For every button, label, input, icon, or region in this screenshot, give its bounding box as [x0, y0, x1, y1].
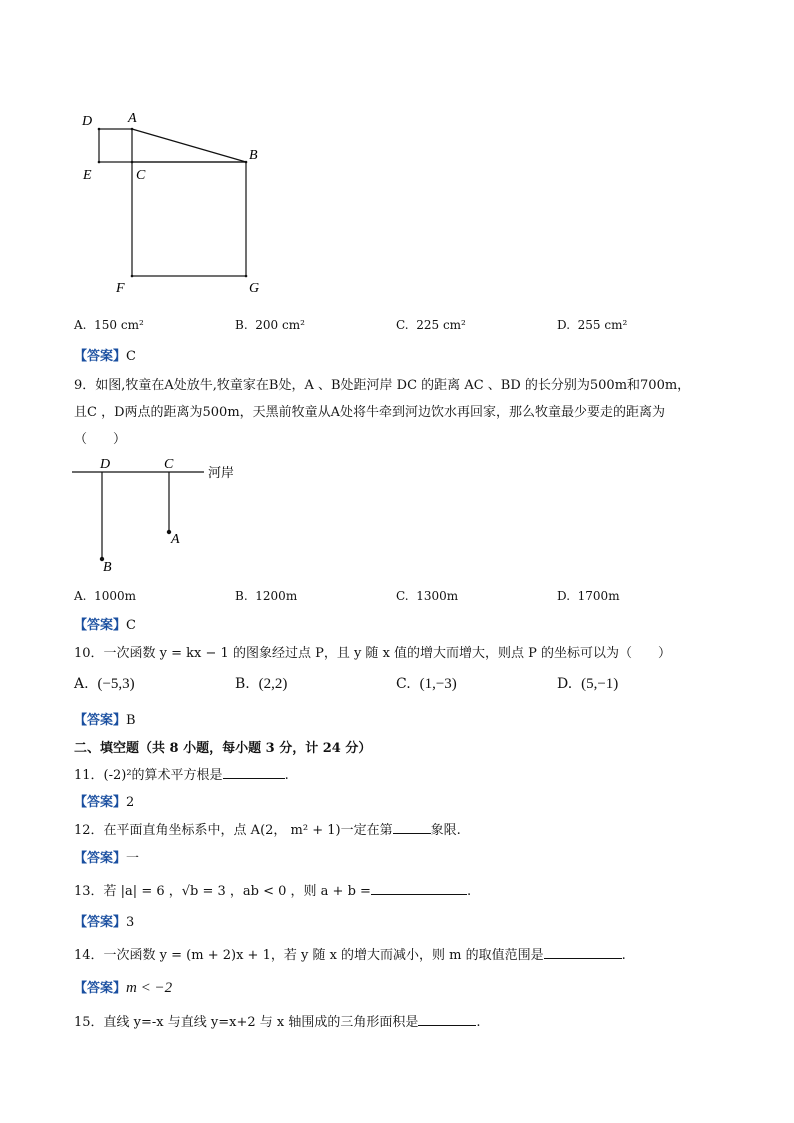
q10-option-a: A. (−5,3) — [74, 676, 135, 692]
section-2-heading: 二、填空题（共 8 小题，每小题 3 分，计 24 分） — [74, 741, 372, 756]
q9-option-d: D. 1700m — [557, 589, 620, 603]
q9-option-c: C. 1300m — [396, 589, 459, 603]
q10-option-b: B. (2,2) — [235, 676, 288, 692]
q14-answer: 【答案】m < −2 — [74, 980, 173, 996]
square-CBGF — [132, 162, 246, 276]
q15-blank — [418, 1013, 476, 1026]
q9-text-line1: 9．如图,牧童在A处放牛,牧童家在B处，A 、B处距河岸 DC 的距离 AC 、BD 的长分别为500m和700m， — [74, 378, 691, 393]
river-bank-label: 河岸 — [208, 466, 235, 481]
label-F: F — [116, 281, 125, 296]
q10-text: 10．一次函数 y = kx − 1 的图象经过点 P，且 y 随 x 值的增大而增大，则点 P 的坐标可以为（ ） — [74, 646, 672, 661]
q9-option-a: A. 1000m — [74, 589, 137, 603]
q9-text-line2: 且C ，D两点的距离为500m，天黑前牧童从A处将牛牵到河边饮水再回家，那么牧童最少要走的距离为 — [74, 405, 666, 420]
segment-AB — [132, 129, 246, 162]
q11-blank — [223, 766, 285, 779]
q9-option-b: B. 1200m — [235, 589, 298, 603]
q9-answer: 【答案】C — [74, 618, 136, 633]
label-C: C — [136, 168, 146, 183]
q13-blank — [371, 882, 467, 895]
q10-answer: 【答案】B — [74, 713, 136, 728]
label-A: A — [171, 532, 180, 547]
q8-option-b: B. 200 cm² — [235, 318, 305, 332]
q8-option-d: D. 255 cm² — [557, 318, 628, 332]
label-A: A — [128, 111, 137, 126]
q15-text: 15．直线 y=-x 与直线 y=x+2 与 x 轴围成的三角形面积是 . — [74, 1015, 481, 1030]
q9-text-line3: （ ） — [74, 432, 127, 447]
label-D: D — [82, 114, 93, 129]
q10-option-c: C. (1,−3) — [396, 676, 457, 692]
q11-answer: 【答案】2 — [74, 795, 135, 810]
label-E: E — [83, 168, 92, 183]
q12-blank — [393, 821, 431, 834]
q11-text: 11．(-2)²的算术平方根是 . — [74, 768, 289, 783]
label-D: D — [100, 457, 111, 472]
q14-text: 14．一次函数 y = (m + 2)x + 1，若 y 随 x 的增大而减小，则 m 的取值范围是 . — [74, 948, 626, 963]
figure-q8 — [70, 100, 280, 300]
q12-answer: 【答案】一 — [74, 851, 140, 866]
q14-blank — [544, 946, 622, 959]
figure-q9 — [70, 450, 260, 580]
q13-answer: 【答案】3 — [74, 915, 135, 930]
q13-text: 13．若 |a| = 6 ，√b = 3 ，ab < 0 ，则 a + b = . — [74, 884, 472, 899]
label-B: B — [249, 148, 258, 163]
label-G: G — [249, 281, 260, 296]
q8-option-c: C. 225 cm² — [396, 318, 466, 332]
label-B: B — [103, 560, 112, 575]
q12-text: 12．在平面直角坐标系中，点 A(2， m² + 1)一定在第 象限. — [74, 823, 461, 838]
q8-answer: 【答案】C — [74, 349, 136, 364]
q10-option-d: D. (5,−1) — [557, 676, 619, 692]
label-C: C — [164, 457, 174, 472]
square-ACED — [99, 129, 132, 162]
q8-option-a: A. 150 cm² — [74, 318, 144, 332]
